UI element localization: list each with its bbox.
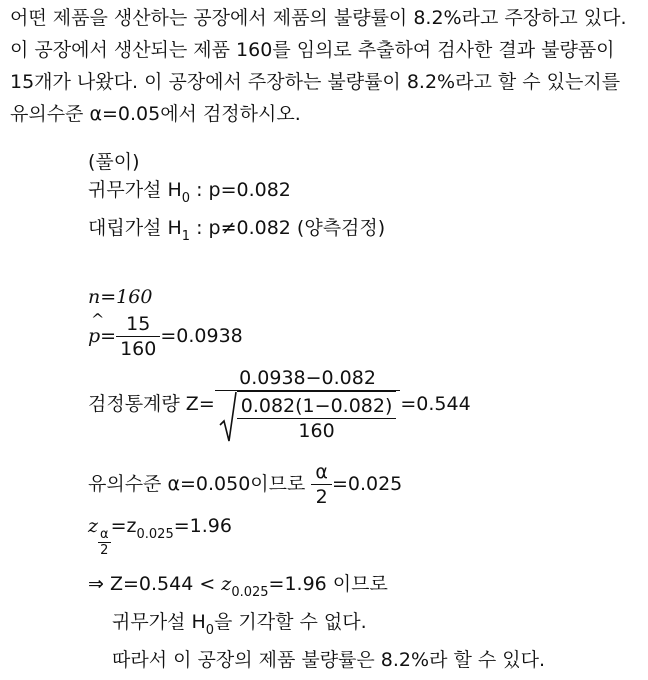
phat-equation (88, 312, 243, 361)
problem-line-1: 어떤 제품을 생산하는 공장에서 제품의 불량률이 8.2%라고 주장하고 있다. (10, 7, 627, 29)
stat-inner-fraction (237, 394, 397, 443)
phat-den: 160 (120, 338, 157, 360)
retain-h0 (112, 608, 367, 645)
conc-arrow: ⇒ Z=0.544 < (88, 573, 222, 595)
conc-rest: =1.96 이므로 (268, 573, 388, 595)
phat-eq: = (100, 325, 117, 347)
conc-sub: 0.025 (231, 585, 269, 600)
z-var: z (88, 515, 99, 537)
alpha-fraction (311, 460, 332, 509)
phat-fraction (116, 312, 160, 361)
phat-symbol: ^ p (88, 322, 100, 350)
stat-fraction (215, 366, 401, 443)
sample-size: n=160 (88, 286, 153, 308)
alt-hypothesis (88, 214, 385, 251)
alpha-num: α (311, 460, 332, 485)
final-conclusion: 따라서 이 공장의 제품 불량률은 8.2%라 할 수 있다. (112, 649, 545, 671)
problem-line-3: 15개가 나왔다. 이 공장에서 주장하는 불량률이 8.2%라고 할 수 있는지를 (10, 71, 621, 93)
z-sub-den: 2 (100, 543, 109, 558)
h1-expr: : p≠0.082 (양측검정) (190, 217, 386, 239)
conclusion-compare (88, 570, 388, 607)
retain-sub: 0 (205, 623, 215, 638)
alpha-result: =0.025 (331, 473, 403, 495)
h0-expr: : p=0.082 (190, 179, 291, 201)
stat-inner-den: 160 (298, 420, 335, 442)
alpha-label: 유의수준 α=0.050이므로 (88, 473, 306, 495)
h0-label: 귀무가설 H (88, 179, 182, 201)
critical-value (88, 512, 232, 558)
sqrt-sign (219, 391, 397, 443)
conc-z: z (221, 573, 232, 595)
phat-result: =0.0938 (160, 325, 243, 347)
solution-header: (풀이) (88, 151, 140, 173)
retain-post: 을 기각할 수 없다. (214, 611, 367, 633)
alpha-den: 2 (315, 486, 328, 508)
stat-result: =0.544 (400, 393, 471, 415)
problem-line-4: 유의수준 α=0.05에서 검정하시오. (10, 103, 301, 125)
h0-sub: 0 (181, 191, 191, 206)
phat-num: 15 (116, 312, 160, 337)
retain-pre: 귀무가설 H (112, 611, 206, 633)
stat-denominator (215, 391, 401, 443)
stat-inner-num: 0.082(1−0.082) (237, 394, 397, 419)
problem-line-2: 이 공장에서 생산되는 제품 160를 임의로 추출하여 검사한 결과 불량품이 (10, 39, 615, 61)
stat-numerator: 0.0938−0.082 (215, 366, 401, 391)
z-sub-num: α (100, 527, 109, 542)
h1-label: 대립가설 H (88, 217, 182, 239)
alpha-line (88, 460, 402, 509)
z-sub-fraction (98, 527, 111, 558)
h1-sub: 1 (181, 229, 191, 244)
z-result: =1.96 (173, 515, 232, 537)
stat-label: 검정통계량 Z= (88, 393, 215, 415)
null-hypothesis (88, 176, 291, 213)
z-sub2: 0.025 (136, 527, 174, 542)
z-eq: =z (110, 515, 137, 537)
test-statistic (88, 366, 471, 443)
